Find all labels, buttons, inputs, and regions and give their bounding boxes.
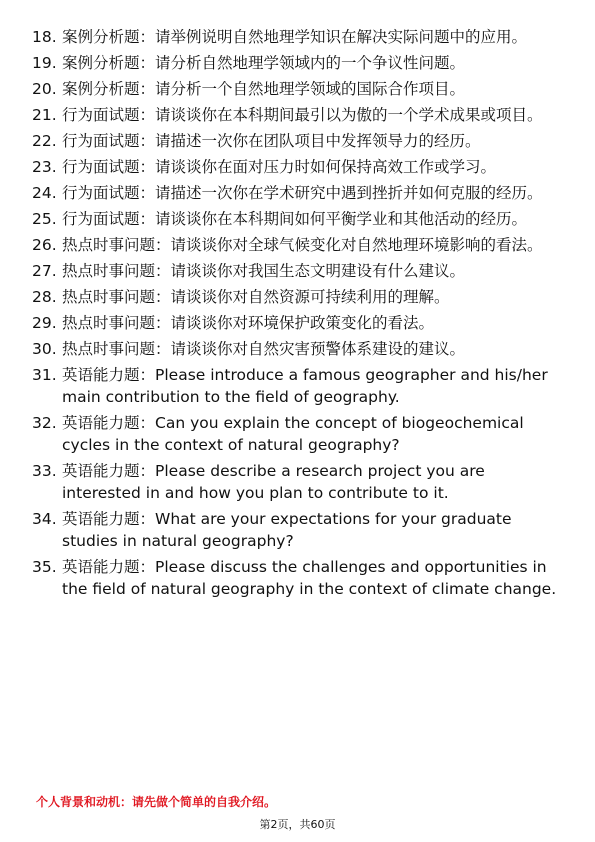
question-category: 英语能力题： bbox=[62, 366, 156, 384]
question-number: 19. bbox=[32, 54, 57, 72]
question-body bbox=[62, 312, 562, 334]
question-text: 请谈谈你对环境保护政策变化的看法。 bbox=[170, 314, 435, 332]
question-text: 请谈谈你在本科期间如何平衡学业和其他活动的经历。 bbox=[155, 210, 528, 228]
question-number: 33. bbox=[32, 462, 57, 480]
question-category: 热点时事问题： bbox=[62, 314, 171, 332]
question-number: 24. bbox=[32, 184, 57, 202]
question-number: 31. bbox=[32, 366, 57, 384]
question-category: 英语能力题： bbox=[62, 510, 156, 528]
question-category: 英语能力题： bbox=[62, 558, 156, 576]
question-text: What are your expectations for your graduate studies in natural geography? bbox=[62, 510, 512, 550]
question-item bbox=[32, 260, 562, 282]
question-number: 28. bbox=[32, 288, 57, 306]
question-body bbox=[62, 286, 562, 308]
question-category: 案例分析题： bbox=[62, 54, 156, 72]
question-number: 25. bbox=[32, 210, 57, 228]
question-text: Please introduce a famous geographer and his/her main contribution to the field of geography. bbox=[62, 366, 548, 406]
question-number: 34. bbox=[32, 510, 57, 528]
question-category: 行为面试题： bbox=[62, 132, 156, 150]
question-number: 20. bbox=[32, 80, 57, 98]
question-category: 行为面试题： bbox=[62, 184, 156, 202]
question-item bbox=[32, 130, 562, 152]
question-category: 热点时事问题： bbox=[62, 236, 171, 254]
question-text: 请谈谈你对我国生态文明建设有什么建议。 bbox=[170, 262, 466, 280]
question-number: 23. bbox=[32, 158, 57, 176]
question-body bbox=[62, 26, 562, 48]
question-number: 29. bbox=[32, 314, 57, 332]
question-item bbox=[32, 156, 562, 178]
question-category: 案例分析题： bbox=[62, 80, 156, 98]
question-number: 32. bbox=[32, 414, 57, 432]
question-body bbox=[62, 156, 562, 178]
section-heading-personal-background: 个人背景和动机：请先做个简单的自我介绍。 bbox=[36, 795, 277, 809]
question-item bbox=[32, 286, 562, 308]
question-item bbox=[32, 52, 562, 74]
question-body bbox=[62, 78, 562, 100]
question-number: 35. bbox=[32, 558, 57, 576]
question-text: Please describe a research project you are interested in and how you plan to contribute to it. bbox=[62, 462, 485, 502]
question-item bbox=[32, 312, 562, 334]
question-category: 行为面试题： bbox=[62, 158, 156, 176]
question-body bbox=[62, 52, 562, 74]
question-item bbox=[32, 104, 562, 126]
question-text: 请分析一个自然地理学领域的国际合作项目。 bbox=[155, 80, 466, 98]
question-item bbox=[32, 508, 562, 552]
question-item bbox=[32, 234, 562, 256]
question-category: 热点时事问题： bbox=[62, 340, 171, 358]
question-body bbox=[62, 130, 562, 152]
question-text: Please discuss the challenges and opportunities in the field of natural geography in the context of climate change. bbox=[62, 558, 557, 598]
question-text: 请谈谈你对自然资源可持续利用的理解。 bbox=[170, 288, 450, 306]
question-text: 请谈谈你对全球气候变化对自然地理环境影响的看法。 bbox=[170, 236, 543, 254]
question-item bbox=[32, 182, 562, 204]
question-body bbox=[62, 412, 562, 456]
question-category: 案例分析题： bbox=[62, 28, 156, 46]
question-number: 26. bbox=[32, 236, 57, 254]
question-body bbox=[62, 364, 562, 408]
page-number: 第2页，共60页 bbox=[259, 818, 336, 831]
question-category: 行为面试题： bbox=[62, 210, 156, 228]
question-item bbox=[32, 556, 562, 600]
question-text: 请描述一次你在学术研究中遇到挫折并如何克服的经历。 bbox=[155, 184, 543, 202]
question-list bbox=[32, 26, 562, 604]
question-item bbox=[32, 208, 562, 230]
question-text: Can you explain the concept of biogeochemical cycles in the context of natural geography? bbox=[62, 414, 524, 454]
question-item bbox=[32, 338, 562, 360]
question-category: 热点时事问题： bbox=[62, 288, 171, 306]
question-text: 请举例说明自然地理学知识在解决实际问题中的应用。 bbox=[155, 28, 528, 46]
question-number: 27. bbox=[32, 262, 57, 280]
question-body bbox=[62, 260, 562, 282]
question-body bbox=[62, 104, 562, 126]
question-number: 21. bbox=[32, 106, 57, 124]
question-item bbox=[32, 412, 562, 456]
question-category: 英语能力题： bbox=[62, 462, 156, 480]
question-body bbox=[62, 208, 562, 230]
question-body bbox=[62, 338, 562, 360]
question-body bbox=[62, 508, 562, 552]
question-text: 请谈谈你在面对压力时如何保持高效工作或学习。 bbox=[155, 158, 497, 176]
question-item bbox=[32, 26, 562, 48]
question-category: 英语能力题： bbox=[62, 414, 156, 432]
question-text: 请谈谈你对自然灾害预警体系建设的建议。 bbox=[170, 340, 466, 358]
question-text: 请分析自然地理学领域内的一个争议性问题。 bbox=[155, 54, 466, 72]
question-item bbox=[32, 364, 562, 408]
question-number: 18. bbox=[32, 28, 57, 46]
question-category: 热点时事问题： bbox=[62, 262, 171, 280]
question-item bbox=[32, 78, 562, 100]
question-body bbox=[62, 182, 562, 204]
question-number: 30. bbox=[32, 340, 57, 358]
question-item bbox=[32, 460, 562, 504]
question-text: 请描述一次你在团队项目中发挥领导力的经历。 bbox=[155, 132, 481, 150]
question-body bbox=[62, 234, 562, 256]
question-body bbox=[62, 460, 562, 504]
question-text: 请谈谈你在本科期间最引以为傲的一个学术成果或项目。 bbox=[155, 106, 543, 124]
question-body bbox=[62, 556, 562, 600]
question-number: 22. bbox=[32, 132, 57, 150]
question-category: 行为面试题： bbox=[62, 106, 156, 124]
